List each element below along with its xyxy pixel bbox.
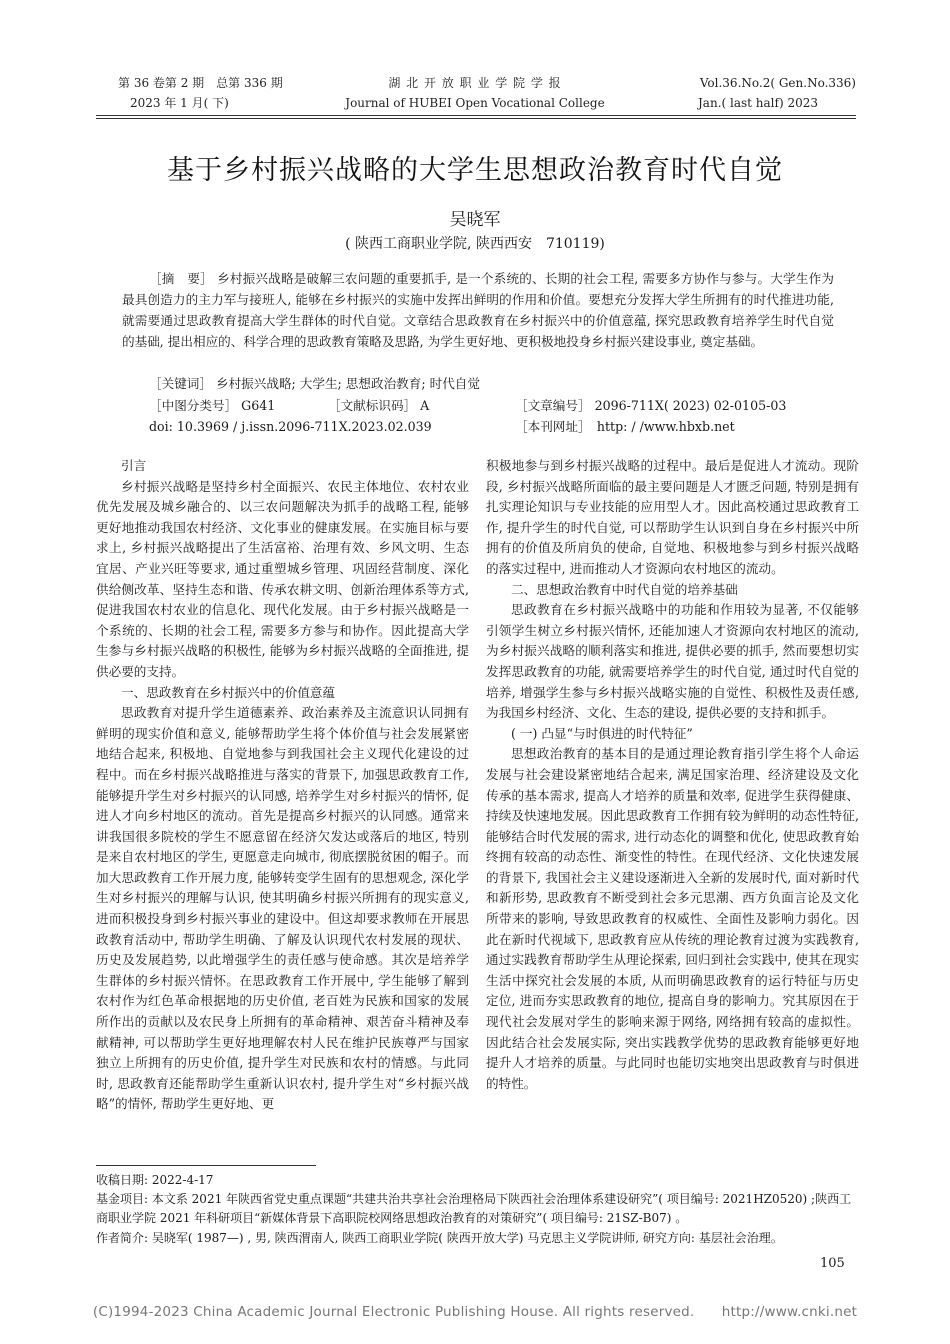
header-rule-2 xyxy=(96,118,856,119)
left-column xyxy=(96,456,469,1115)
fund-info: 基金项目: 本文系 2021 年陕西省党史重点课题“共建共治共享社会治理格局下陕西社会治理体系建设研究”( 项目编号: 2021HZ0520) ;陕西工商职业学院 2021 年科研项目“新媒体背景下高职院校网络思想政治教育的对策研究”( 项目编号: 21SZ-B07) 。 xyxy=(96,1192,852,1225)
paragraph-continued: 积极地参与到乡村振兴战略的过程中。最后是促进人才流动。现阶段, 乡村振兴战略所面临的最主要问题是人才匮乏问题, 特别是拥有扎实理论知识与专业技能的应用型人才。因此高校通过思政教育工作, 提升学生的时代自觉, 可以帮助学生认识到自身在乡村振兴中所拥有的价值及所肩负的使命, 自觉地、积极地参与到乡村振兴战略的落实过程中, 进而推动人才资源向农村地区的流动。 xyxy=(486,458,859,576)
header-rule xyxy=(96,115,856,116)
issue-info: 第 36 卷第 2 期 总第 336 期 xyxy=(118,76,283,90)
copyright-notice: (C)1994-2023 China Academic Journal Electronic Publishing House. All rights reserved. http://www.cnki.net xyxy=(92,1304,858,1320)
received-date: 收稿日期: 2022-4-17 xyxy=(96,1173,214,1187)
journal-website: ［本刊网址］ http: / /www.hbxb.net xyxy=(515,419,735,434)
issue-date-en: Jan.( last half) 2023 xyxy=(698,96,818,110)
section-heading: 一、思政教育在乡村振兴中的价值意蕴 xyxy=(121,684,336,700)
paragraph: 思政教育对提升学生道德素养、政治素养及主流意识认同拥有鲜明的现实价值和意义, 能够帮助学生将个体价值与社会发展紧密地结合起来, 积极地、自觉地参与到我国社会主义现代化建设的过程中。而在乡村振兴战略推进与落实的背景下, 加强思政教育工作, 能够提升学生对乡村振兴的认同感, 培养学生对乡村振兴的情怀, 促进人才向乡村地区的流动。首先是提高乡村振兴的认同感。通常来讲我国很多院校的学生不愿意留在经济欠发达或落后的地区, 特别是来自农村地区的学生, 更愿意走向城市, 彻底摆脱贫困的帽子。而加大思政教育工作开展力度, 能够转变学生固有的思想观念, 深化学生对乡村振兴的理解与认识, 使其明确乡村振兴所拥有的现实意义, 进而积极投身到乡村振兴事业的建设中。但这却要求教师在开展思政教育活动中, 帮助学生明确、了解及认识现代农村发展的现状、历史及发展趋势, 以此增强学生的责任感与使命感。其次是培养学生群体的乡村振兴情怀。在思政教育工作开展中, 学生能够了解到农村作为红色革命根据地的历史价值, 老百姓为民族和国家的发展所作出的贡献以及农民身上所拥有的革命精神、艰苦奋斗精神及奉献精神, 可以帮助学生更好地理解农村人民在维护民族尊严与国家独立上所拥有的历史价值, 提升学生对民族和农村的情感。与此同时, 思政教育还能帮助学生重新认识农村, 提升学生对“乡村振兴战略”的情怀, 帮助学生更好地、更 xyxy=(96,705,469,1112)
right-column xyxy=(486,456,859,1094)
journal-name-cn: 湖 北 开 放 职 业 学 院 学 报 xyxy=(388,76,562,90)
abstract xyxy=(122,268,834,352)
article-title: 基于乡村振兴战略的大学生思想政治教育时代自觉 xyxy=(167,155,783,186)
section-heading: 引言 xyxy=(121,458,147,473)
author-bio: 作者简介: 吴晓军( 1987—) , 男, 陕西渭南人, 陕西工商职业学院( 陕西开放大学) 马克思主义学院讲师, 研究方向: 基层社会治理。 xyxy=(96,1231,783,1245)
paragraph: 思想政治教育的基本目的是通过理论教育指引学生将个人命运发展与社会建设紧密地结合起来, 满足国家治理、经济建设及文化传承的基本需求, 提高人才培养的质量和效率, 促进学生获得健康、持续及快速地发展。因此思政教育工作拥有较为鲜明的动态性特征, 能够结合时代发展的需求, 进行动态化的调整和优化, 使思政教育始终拥有较高的动态性、渐变性的特性。在现代经济、文化快速发展的背景下, 我国社会主义建设逐渐进入全新的发展时代, 面对新时代和新形势, 思政教育不断受到社会多元思潮、西方负面言论及文化所带来的影响, 导致思政教育的权威性、全面性及影响力弱化。因此在新时代视域下, 思政教育应从传统的理论教育过渡为实践教育, 通过实践教育帮助学生从理论探索, 回归到社会实践中, 使其在现实生活中探究社会发展的本质, 从而明确思政教育的运行特征与历史定位, 进而夯实思政教育的地位, 提高自身的影响力。究其原因在于现代社会发展对学生的影响来源于网络, 网络拥有较高的虚拟性。因此结合社会发展实际, 突出实践教学优势的思政教育能够更好地提升人才培养的质量。与此同时也能切实地突出思政教育与时俱进的特性。 xyxy=(486,746,859,1091)
paragraph: 思政教育在乡村振兴战略中的功能和作用较为显著, 不仅能够引领学生树立乡村振兴情怀, 还能加速人才资源向农村地区的流动, 为乡村振兴战略的顺利落实和推进, 提供必要的抓手, 然而要想切实发挥思政教育的功能, 就需要培养学生的时代自觉, 通过时代自觉的培养, 增强学生参与乡村振兴战略实施的自觉性、积极性及责任感, 为我国乡村经济、文化、生态的建设, 提供必要的支持和抓手。 xyxy=(486,602,859,721)
keywords: ［关键词］ 乡村振兴战略; 大学生; 思想政治教育; 时代自觉 xyxy=(149,376,480,391)
page-number: 105 xyxy=(820,1256,845,1271)
article-number: ［文章编号］ 2096-711X( 2023) 02-0105-03 xyxy=(515,398,787,413)
document-code: ［文献标识码］ A xyxy=(328,398,430,413)
doi: doi: 10.3969 / j.issn.2096-711X.2023.02.039 xyxy=(149,419,432,434)
article-author: 吴晓军 xyxy=(449,210,501,230)
abstract-text: ［摘 要］ 乡村振兴战略是破解三农问题的重要抓手, 是一个系统的、长期的社会工程, 需要多方协作与参与。大学生作为最具创造力的主力军与接班人, 能够在乡村振兴的实施中发挥出鲜明的作用和价值。要想充分发挥大学生所拥有的时代推进功能, 就需要通过思政教育提高大学生群体的时代自觉。文章结合思政教育在乡村振兴中的价值意蕴, 探究思政教育培养学生时代自觉的基础, 提出相应的、科学合理的思政教育策略及思路, 为学生更好地、更积极地投身乡村振兴建设事业, 奠定基础。 xyxy=(122,271,834,349)
clc-number: ［中图分类号］ G641 xyxy=(149,398,276,413)
paragraph: 乡村振兴战略是坚持乡村全面振兴、农民主体地位、农村农业优先发展及城乡融合的、以三农问题解决为抓手的战略工程, 能够更好地推动我国农村经济、文化事业的健康发展。在实施目标与要求上, 乡村振兴战略提出了生活富裕、治理有效、乡风文明、生态宜居、产业兴旺等要求, 通过重塑城乡管理、巩固经营制度、深化供给侧改革、坚持生态和谐、传承农耕文明、创新治理体系等方式, 促进我国农村农业的信息化、现代化发展。由于乡村振兴战略是一个系统的、长期的社会工程, 需要多方参与和协作。因此提高大学生参与乡村振兴战略的积极性, 能够为乡村振兴战略的全面推进, 提供必要的支持。 xyxy=(96,478,469,679)
volume-info-en: Vol.36.No.2( Gen.No.336) xyxy=(699,76,856,90)
section-heading: 二、思想政治教育中时代自觉的培养基础 xyxy=(511,581,738,597)
issue-date: 2023 年 1 月( 下) xyxy=(130,96,229,110)
journal-name-en: Journal of HUBEI Open Vocational College xyxy=(345,96,605,110)
subsection-heading: ( 一) 凸显“与时俱进的时代特征” xyxy=(511,725,693,741)
footnote-rule xyxy=(96,1165,316,1166)
author-affiliation: ( 陕西工商职业学院, 陕西西安 710119) xyxy=(345,236,605,252)
